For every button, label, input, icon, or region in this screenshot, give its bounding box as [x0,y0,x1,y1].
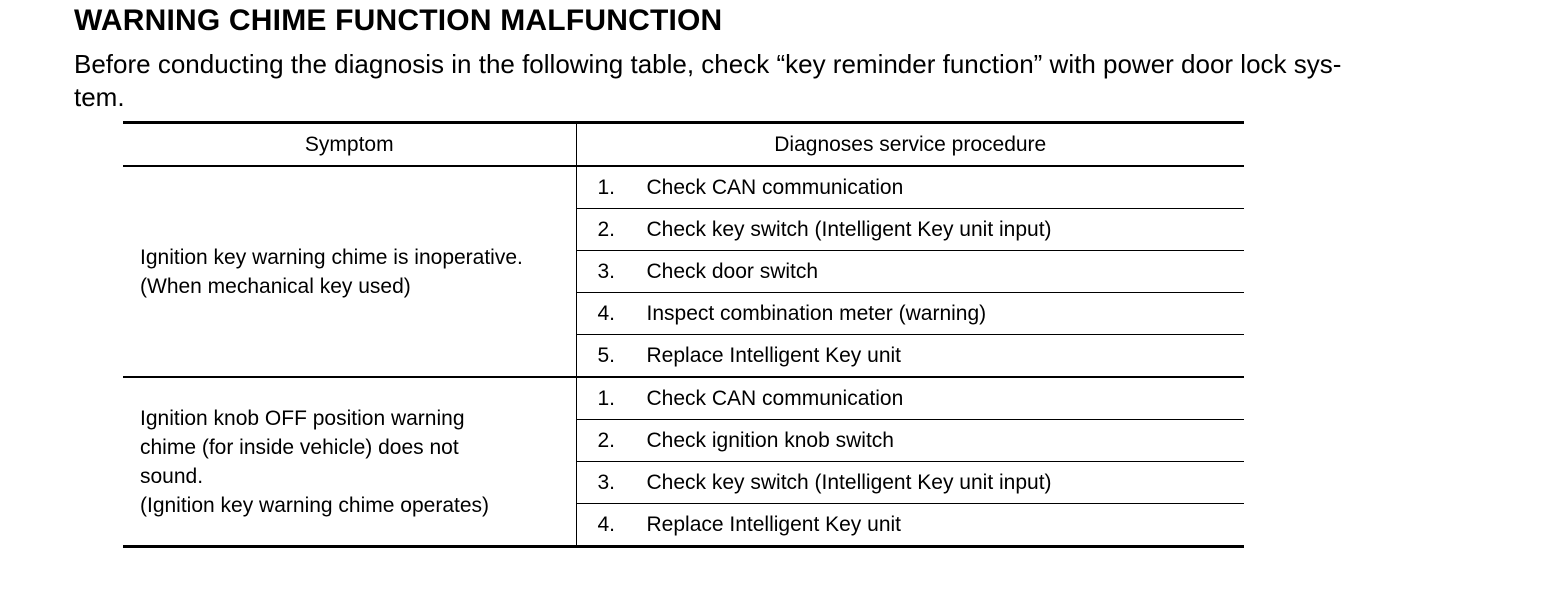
symptom-cell [123,377,576,547]
step-text: Check ignition knob switch [646,428,894,452]
header-symptom: Symptom [123,123,576,167]
procedure-cell [576,504,1244,547]
step-text: Check key switch (Intelligent Key unit input) [646,470,1052,494]
intro-paragraph [74,48,1494,114]
header-procedure: Diagnoses service procedure [576,123,1244,167]
step-text: Replace Intelligent Key unit [646,343,901,367]
table-row [123,166,1244,209]
step-number: 4. [597,301,616,325]
procedure-cell [576,420,1244,462]
symptom-line: chime (for inside vehicle) does not [140,435,459,459]
procedure-cell [576,293,1244,335]
symptom-cell [123,166,576,377]
step-number: 3. [597,470,616,494]
step-text: Inspect combination meter (warning) [646,301,987,325]
procedure-cell [576,462,1244,504]
symptom-line: Ignition key warning chime is inoperative. [140,245,523,269]
step-number: 2. [597,217,616,241]
step-number: 4. [597,512,616,536]
table-header-row [123,123,1244,167]
procedure-cell [576,335,1244,378]
table-row [123,377,1244,420]
symptom-line: (When mechanical key used) [140,274,411,298]
step-text: Check CAN communication [646,175,904,199]
step-text: Replace Intelligent Key unit [646,512,901,536]
procedure-cell [576,251,1244,293]
procedure-cell [576,209,1244,251]
step-text: Check key switch (Intelligent Key unit input) [646,217,1052,241]
step-number: 2. [597,428,616,452]
step-number: 1. [597,386,616,410]
step-number: 3. [597,259,616,283]
symptom-line: Ignition knob OFF position warning [140,406,465,430]
step-number: 5. [597,343,616,367]
symptom-line: (Ignition key warning chime operates) [140,493,490,517]
step-text: Check CAN communication [646,386,904,410]
symptom-line: sound. [140,464,204,488]
procedure-cell [576,166,1244,209]
step-text: Check door switch [646,259,819,283]
diagnosis-table [123,121,1244,548]
procedure-cell [576,377,1244,420]
page-title: WARNING CHIME FUNCTION MALFUNCTION [74,4,723,37]
intro-text: Before conducting the diagnosis in the following table, check “key reminder function” with power door lock sys- tem. [74,49,1342,112]
step-number: 1. [597,175,616,199]
table-body [123,166,1244,547]
